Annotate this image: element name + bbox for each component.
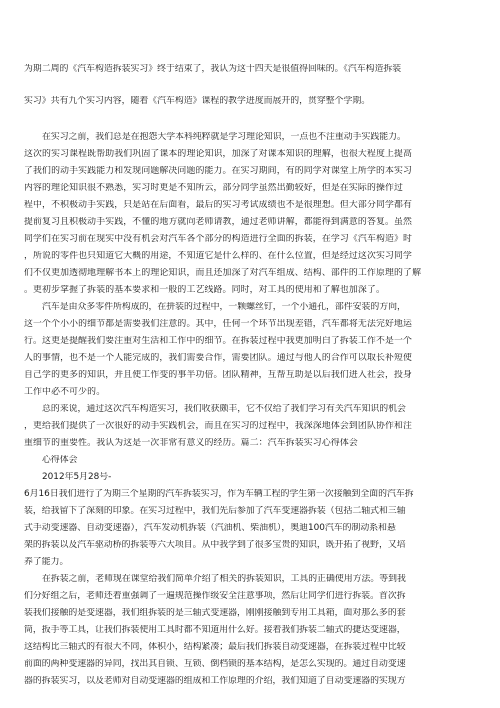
text-line: 架的拆装以及汽车驱动桥的拆装等六大项目。从中我学到了很多宝贵的知识，既开拓了视野，又培 bbox=[24, 540, 406, 550]
text-line: 程中，不积极动手实践，只是站在后面看，最后的实习考试成绩也不是很理想。但大部分同学都有 bbox=[24, 200, 413, 210]
subheading: 心得体会 bbox=[42, 455, 78, 465]
text-line: 人的事情，也不是一个人能完成的，我们需要合作，需要团队。通过与他人的合作可以取长补短使 bbox=[24, 353, 413, 363]
date-line: 2012年5月28号- bbox=[42, 472, 112, 482]
text-line: 养了能力。 bbox=[24, 557, 69, 567]
text-line: 6月16日我们进行了为期三个星期的汽车拆装实习，作为车辆工程的学生第一次接触到全面的汽车拆 bbox=[24, 489, 414, 499]
text-line: 这结构比三轴式的有很大不同，体积小，结构紧凑；最后我们拆装自动变速器，在拆装过程中比较 bbox=[24, 642, 406, 652]
text-line: 器的拆装实习，以及老师对自动变速器的组成和工作原理的介绍，我们知道了自动变速器的实现方 bbox=[24, 676, 406, 686]
text-line: 汽车是由众多零件所构成的，在拼装的过程中，一颗螺丝钉，一个小通孔，部件安装的方向， bbox=[42, 302, 406, 312]
text-line: 工作中必不可少的。 bbox=[24, 387, 106, 397]
text-line: 实习》共有九个实习内容，随着《汽车构造》课程的教学进度而展开的，贯穿整个学期。 bbox=[24, 96, 371, 106]
text-line: ，更给我们提供了一次很好的动手实践机会，而且在实习的过程中，我深深地体会到团队协作和注 bbox=[24, 421, 413, 431]
text-line: 在实习之前，我们总是在抱怨大学本科纯粹就是学习理论知识，一点也不注重动手实践能力。 bbox=[42, 132, 406, 142]
text-line: 装，给我留下了深刻的印象。在实习过程中，我们先后参加了汽车变速器拆装（包括二轴式和三轴 bbox=[24, 506, 406, 516]
text-line: 总的来说，通过这次汽车构造实习，我们收获颇丰，它不仅给了我们学习有关汽车知识的机会 bbox=[42, 404, 406, 414]
text-line: 。更初步掌握了拆装的基本要求和一般的工艺线路。同时，对工具的使用和了解也加深了。 bbox=[24, 285, 385, 295]
text-line: 提前复习且积极动手实践，不懂的地方就向老师请教，通过老师讲解，都能得到满意的答复。虽然 bbox=[24, 217, 413, 227]
text-line: 内容的理论知识很不熟悉，实习时更是不知所云，部分同学虽然出勤较好，但是在实际的操作过 bbox=[24, 183, 404, 193]
text-line: 行。这更是提醒我们要注重对生活和工作中的细节。在拆装过程中我更加明白了拆装工作不是一个 bbox=[24, 336, 413, 346]
text-line: 为期二周的《汽车构造拆装实习》终于结束了，我认为这十四天是很值得回味的。《汽车构造拆装 bbox=[24, 64, 402, 74]
text-line: 前面的两种变速器的异同，找出其自锁、互锁、倒档锁的基本结构，是怎么实现的。通过自动变速 bbox=[24, 659, 406, 669]
text-line: ，所说的零件也只知道它大概的用途，不知道它是什么样的、在什么位置，但是经过这次实习同学 bbox=[24, 251, 413, 261]
text-line: 自己学的更多的知识，并且使工作变的事半功倍。团队精神，互帮互助是以后我们进入社会，投身 bbox=[24, 370, 413, 380]
text-line: 们不仅更加透彻地理解书本上的理论知识，而且还加深了对汽车组成、结构、部件的工作原理的了解 bbox=[24, 268, 422, 278]
text-line: 这一个个小小的细节都是需要我们注意的。其中，任何一个环节出现差错，汽车都将无法完好地运 bbox=[24, 319, 413, 329]
text-line: 筒，扳手等工具，让我们拆装使用工具时都不知道用什么好。接着我们拆装二轴式的捷达变速器， bbox=[24, 625, 406, 635]
text-line: 这次的实习课程既帮助我们巩固了课本的理论知识，加深了对课本知识的理解，也很大程度上提高 bbox=[24, 149, 413, 159]
text-line: 重细节的重要性。我认为这是一次非常有意义的经历。篇二：汽车拆装实习心得体会 bbox=[24, 438, 358, 448]
text-line: 装我们接触的是变速器，我们组拆装的是三轴式变速器，刚刚接触到专用工具箱，面对那么多的套 bbox=[24, 608, 406, 618]
text-line: 们分好组之后，老师还着重强调了一遍规范操作级安全注意事项，然后让同学们进行拆装。首次拆 bbox=[24, 591, 406, 601]
text-line: 了我们的动手实践能力和发现问题解决问题的能力。在实习期间，有的同学对课堂上所学的本实习 bbox=[24, 166, 413, 176]
text-line: 同学们在实习前在现实中没有机会对汽车各个部分的构造进行全面的拆装，在学习《汽车构造》时 bbox=[24, 234, 413, 244]
text-line: 式手动变速器、自动变速器），汽车发动机拆装（汽油机、柴油机），奥迪100汽车的制动系和悬 bbox=[24, 523, 396, 533]
text-line: 在拆装之前，老师现在课堂给我们简单介绍了相关的拆装知识，工具的正确使用方法。等到我 bbox=[42, 574, 406, 584]
